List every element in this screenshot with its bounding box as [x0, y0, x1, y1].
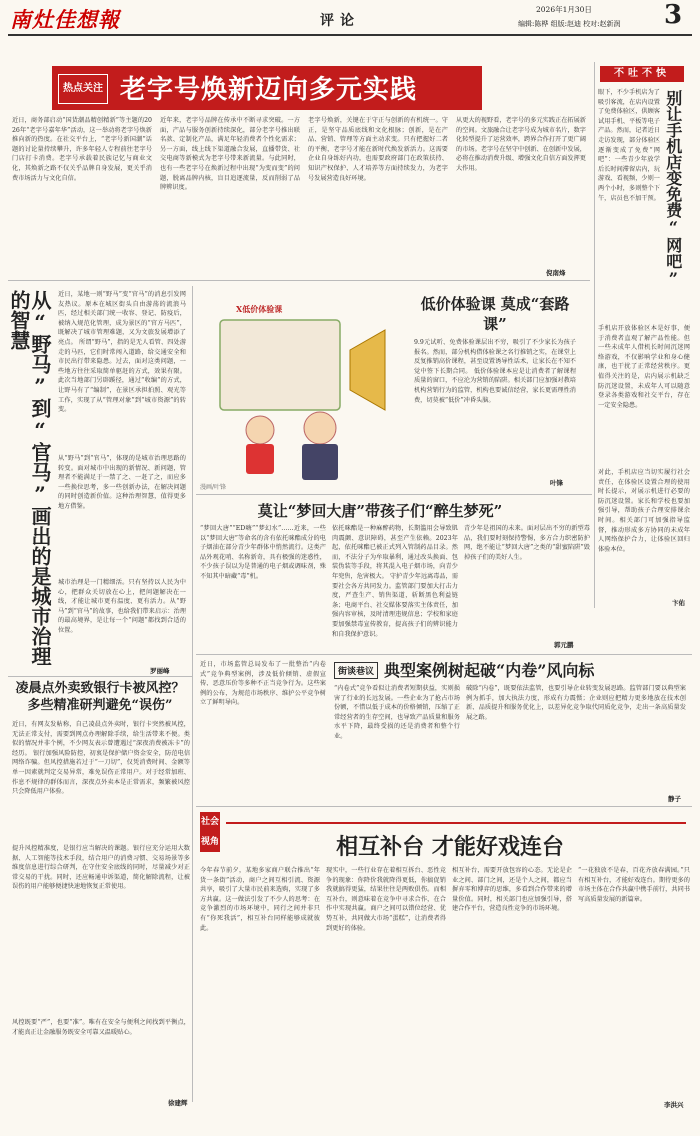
- bottom-author: 李洪兴: [664, 1101, 684, 1109]
- left-col-author: 罗丽峰: [150, 667, 170, 675]
- top-headline: 老字号焕新迈向多元实践: [120, 75, 418, 105]
- middle-headline: 莫让“梦回大唐”带孩子们“醉生梦死”: [257, 502, 503, 520]
- right-col-author: 卞佑: [672, 599, 685, 607]
- hot-topic-tag: 热点关注: [58, 74, 108, 104]
- bottom-col-2: 现实中，一些行业存在着相互拆台、恶性竞争的现象：你降价我就降得更低，你搞促销我就搞得更猛，结果往往是两败俱伤。而相互补台，则意味着在竞争中寻求合作，在合作中实现共赢。商户之间可以错位经营、优势互补，共同做大市场“蛋糕”，让消费者得到更好的体验。: [326, 867, 446, 932]
- left-bottom-para-3: 风控既要“严”，也要“准”。唯有在安全与便利之间找到平衡点，才能真正让金融服务既安全可靠又温暖贴心。: [12, 1019, 190, 1036]
- cartoon-author: 叶锋: [550, 479, 563, 487]
- newspaper-logo: 南灶佳想報: [10, 7, 120, 32]
- case-col-2: “内卷式”竞争看似让消费者短期获益，实则损害了行业的长远发展。一些企业为了抢占市场份额，不惜以低于成本的价格倾销，压缩了正常经营者的生存空间，也导致产品质量和服务水平下降，最终受损的还是消费者和整个行业。: [334, 685, 460, 740]
- top-story-author: 倪南烽: [546, 269, 566, 277]
- divider: [8, 676, 192, 677]
- case-headline: 典型案例树起破“内卷”风向标: [384, 661, 595, 680]
- divider: [196, 654, 692, 655]
- right-col-para-2: 手机店开放体验区本是好事，便于消费者直观了解产品性能。但一些未成年人借机长时间沉迷网络游戏，不仅影响学业和身心健康，也干扰了正常经营秩序。更值得关注的是，店内展示机缺乏防沉迷设置，未成年人可以随意登录各类游戏和社交平台，存在一定安全隐患。: [598, 325, 690, 409]
- adult-figure: [304, 412, 336, 444]
- column-rule: [594, 62, 595, 608]
- middle-col-1: “梦回大唐”“ED嗨”“梦幻水”……近来，一些以“梦回大唐”等命名的含有依托咪酯成分的电子烟油在部分青少年群体中悄然流行。这类产品外观花哨、名称新奇，具有极强的迷惑性，不少孩子误以为是普通的电子烟或调味剂，殊不知其中暗藏“毒”机。: [200, 525, 326, 580]
- left-bottom-headline: 凌晨点外卖致银行卡被风控？多些精准研判避免“误伤”: [15, 681, 185, 713]
- right-col-para-3: 对此，手机店应当切实履行社会责任，在体验区设置合理的使用时长提示，对展示机进行必要的防沉迷设置。家长和学校也要加强引导，帮助孩子合理安排课余时间。相关部门可加强指导监督，推动形成多方协同的未成年人网络保护合力，让体验区回归体验本位。: [598, 469, 690, 553]
- left-col-para-2: 从“野马”到“官马”，体现的是城市治理思路的转变。面对城市中出现的新情况、新问题，管理者不能满足于一禁了之、一赶了之，而应多一些换位思考，多一些创新办法，在解决问题的同时创造新价值。这种治理智慧，值得更多地方借鉴。: [58, 455, 186, 510]
- left-bottom-para-2: 提升风控精准度，是银行应当解决的课题。银行应充分运用大数据、人工智能等技术手段，结合用户的消费习惯、交易场景等多维度信息进行综合研判，在守住安全底线的同时，尽量减少对正常交易的干扰。同时，还应畅通申诉渠道，简化解除流程，让被误伤的用户能够便捷快速地恢复正常使用。: [12, 845, 190, 891]
- child-figure: [246, 416, 274, 444]
- column-rule: [192, 286, 193, 1102]
- right-column-title: 别让手机店变免费“网吧”: [663, 90, 683, 288]
- bottom-col-3: 相互补台，需要开放包容的心态。无论是企业之间、部门之间，还是个人之间，都应当摒弃零和博弈的思维，多看到合作带来的增量价值。同时，相关部门也应加强引导，搭建合作平台，营造良性竞争的市场环境。: [452, 867, 572, 913]
- cartoon-caption: 漫画/叶锋: [200, 484, 227, 491]
- adult-body: [302, 444, 338, 480]
- society-tag: 社会 视角: [200, 812, 220, 852]
- divider: [8, 280, 590, 281]
- left-bottom-author: 徐建辉: [168, 1099, 188, 1107]
- case-col-3: 破除“内卷”，既要依法监管，也要引导企业转变发展思路。监管部门要以典型案例为抓手，加大执法力度，形成有力震慑；企业则应把精力更多地放在技术创新、品质提升和服务优化上，以差异化竞争取代同质化竞争，走出一条高质量发展之路。: [466, 685, 686, 721]
- divider: [196, 806, 692, 807]
- case-tag: 街谈巷议: [334, 662, 378, 679]
- top-story-col-4: 从更大的视野看，老字号的多元实践正在拓展新的空间。文旅融合让老字号成为城市名片，数字化转型提升了运营效率，跨界合作打开了更广阔的市场。老字号在坚守中创新、在创新中发展，必将在推动消费升级、增强文化自信方面发挥更大作用。: [456, 117, 586, 172]
- middle-col-2: 依托咪酯是一种麻醉药物，长期滥用会导致肌肉震颤、意识障碍，甚至产生依赖。2023年起，依托咪酯已被正式列入管制药品目录。然而，不法分子为牟取暴利，通过改头换面、包装伪装等手段，将其混入电子烟市场，向青少年兜售，危害极大。 守护青少年远离毒品，需要社会各方共同发力。监管部门要加大打击力度，严查生产、销售渠道，斩断黑色利益链条；电商平台、社交媒体要落实主体责任，加强内容审核，及时清理违规信息；学校和家庭要加强禁毒宣传教育，提高孩子们的辨识能力和自我保护意识。: [332, 525, 458, 638]
- masthead-rule: [8, 34, 692, 36]
- bottom-headline: 相互补台 才能好戏连台: [336, 834, 564, 860]
- section-title: 评论: [320, 13, 360, 29]
- issue-date: 2026年1月30日: [536, 5, 592, 14]
- top-story-col-2: 近年来，老字号品牌在传承中不断寻求突破。一方面，产品与服务创新持续深化，部分老字号推出联名款、定制化产品，满足年轻消费者个性化需求；另一方面，线上线下渠道融合发展，直播带货、社交电商等新模式为老字号带来新流量。与此同时，也有一些老字号在焕新过程中出现“为变而变”的问题，脱离品牌内核，盲目追逐流量，反而削弱了品牌辨识度。: [160, 117, 300, 192]
- case-col-1: 近日，市场监管总局发布了一批整治“内卷式”竞争典型案例，涉及低价倾销、虚假宣传、恶意压价等多种不正当竞争行为。这些案例的公布，为规范市场秩序、维护公平竞争树立了鲜明导向。: [200, 661, 326, 707]
- editor-credits: 编辑:陈桦 组版:赵迪 校对:赵新润: [518, 20, 621, 28]
- megaphone-icon: [350, 330, 385, 410]
- middle-author: 郭元鹏: [554, 641, 574, 649]
- right-col-para-1: 眼下，不少手机店为了吸引客流，在店内设置了免费体验区，供顾客试用手机、平板等电子产品。然而，记者近日走访发现，部分体验区逐渐变成了免费“网吧”：一些青少年放学后长时间滞留店内，玩游戏、看视频，少则一两个小时，多则整个下午，店员也不加干预。: [598, 89, 660, 202]
- divider: [196, 494, 592, 495]
- left-bottom-para-1: 近日，有网友发帖称，自己凌晨点外卖时，银行卡突然被风控，无法正常支付，需要到网点办理解除手续，给生活带来不便。类似的情况并非个例，不少网友表示曾遭遇过“深夜消费被冻卡”的经历。 银行加强风险防控，初衷是保护储户资金安全，防范电信网络诈骗。但风控措施若过于“一刀切”，仅凭消费时间、金额等单一因素就判定交易异常，难免误伤正常用户。对于经常加班、作息不规律的群体而言，深夜点外卖本是正常需求，频繁被风控只会降低用户体验。: [12, 721, 190, 796]
- cartoon-region: [200, 290, 580, 490]
- classroom-board: [220, 320, 340, 410]
- column-tag: 不吐不快: [600, 66, 684, 82]
- left-vertical-headline: 从“野马”到“官马”画出的是城市治理的智慧: [7, 290, 52, 666]
- cartoon-illustration: [200, 290, 400, 490]
- cartoon-headline: 低价体验课 莫成“套路课”: [420, 295, 570, 333]
- cartoon-text: 9.9元试听、免费体验课层出不穷，吸引了不少家长为孩子报名。然而，部分机构借体验课之名行推销之实，在课堂上反复推销高价课程，甚至设置诱导性话术，让家长在不知不觉中签下长期合同。 低价体验课本应是让消费者了解课程质量的窗口，不应沦为营销的陷阱。相关部门应加强对教培机构营销行为的监管，机构也要诚信经营，家长更需理性消费，切莫被“低价”冲昏头脑。: [414, 339, 576, 404]
- child-body: [246, 444, 274, 474]
- cartoon-label: X低价体验课: [236, 304, 283, 314]
- left-col-para-3: 城市治理是一门精细活。只有坚持以人民为中心，把群众关切放在心上，把问题解决在一线，才能让城市更有温度、更有活力。从“野马”到“官马”的故事，也给我们带来启示：治理的最高境界，是让每一个“问题”都找到合适的位置。: [58, 579, 186, 634]
- page-number: 3: [664, 0, 683, 30]
- middle-col-3: 青少年是祖国的未来。面对层出不穷的新型毒品，我们要时刻保持警惕，多方合力织密防护网，绝不能让“梦回大唐”之类的“甜蜜陷阱”毁掉孩子们的美好人生。: [464, 525, 590, 561]
- top-story-col-1: 近日，商务部启动“国货潮品精创精新”等主题的2026年“老字号嘉年华”活动，这一举动将老字号焕新推向新的热度。在社交平台上，“老字号新国潮”话题的讨论量持续攀升，许多年轻人专程前往老字号门店打卡消费。老字号承载着民族记忆与商业文化，其焕新之路不仅关乎品牌自身发展，更关乎消费市场活力与文化自信。: [12, 117, 152, 182]
- bottom-col-1: 今年春节前夕，某地多家商户联合推出“年货一条街”活动，商户之间互相引流、资源共享，吸引了大量市民前来选购，实现了多方共赢。这一做法引发了不少人的思考：在竞争激烈的市场环境中，同行之间并非只有“你死我活”，相互补台同样能够成就彼此。: [200, 867, 320, 932]
- left-col-para-1: 近日，某地一则“野马”变“官马”的消息引发网友热议。原本在城区街头自由游荡的流浪马匹，经过相关部门统一收容、登记、防疫后，被纳入规范化管理，成为景区的“官方马匹”，既解决了城市管理难题，又为文旅发展增添了亮点。 所谓“野马”，指的是无人看管、四处游走的马匹，它们时常闯入道路，给交通安全和市民出行带来隐患。过去，面对这类问题，一些地方往往采取简单驱赶的方式，效果有限。此次当地部门另辟蹊径，通过“收编”的方式，让野马有了“编制”，在景区承担拍照、观光等工作，实现了从“管理对象”到“城市资源”的转变。: [58, 291, 186, 414]
- top-story-col-3: 老字号焕新，关键在于守正与创新的有机统一。守正，是坚守品质底线和文化根脉；创新，是在产品、营销、管理等方面主动求变。只有把握好二者的平衡，老字号才能在新时代焕发新活力。这需要企业自身练好内功，也需要政府部门在政策扶持、知识产权保护、人才培养等方面持续发力，为老字号发展营造良好环境。: [308, 117, 448, 182]
- bottom-rule: [226, 822, 686, 824]
- bottom-col-4: “一花独放不是春，百花齐放春满园。”只有相互补台，才能好戏连台。期待更多的市场主体在合作共赢中携手前行，共同书写高质量发展的新篇章。: [578, 867, 690, 903]
- case-author: 静子: [668, 795, 681, 803]
